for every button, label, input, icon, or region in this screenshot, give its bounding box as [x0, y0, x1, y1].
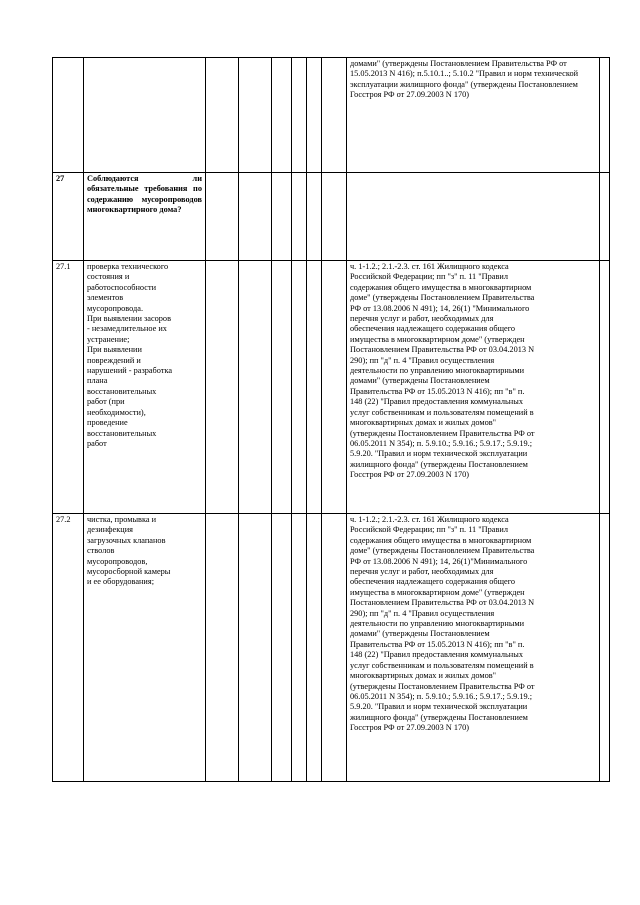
checklist-table: [52, 57, 610, 782]
answer-cell-yes: [206, 58, 239, 173]
question-cell: чистка, промывка и дезинфекция загрузочных клапанов стволов мусоропроводов, мусоросборной камеры и ее оборудования;: [84, 514, 206, 782]
table-row: [53, 514, 610, 782]
row-number: 27.2: [53, 514, 84, 782]
note-cell: [600, 58, 610, 173]
legal-reference-cell: [347, 173, 600, 261]
answer-cell: [307, 261, 322, 514]
answer-cell-yes: [206, 514, 239, 782]
answer-cell-na: [272, 261, 292, 514]
row-number: 27.1: [53, 261, 84, 514]
answer-cell-na: [272, 173, 292, 261]
table-row: [53, 173, 610, 261]
answer-cell-yes: [206, 173, 239, 261]
answer-cell: [307, 58, 322, 173]
legal-reference-cell: ч. 1-1.2.; 2.1.-2.3. ст. 161 Жилищного кодекса Российской Федерации; пп "з" п. 11 "Правил содержания общего имущества в многоквартирном доме" (утверждены Постановлением Правительства РФ от 13.08.2006 N 491); 14, 26(1)"Минимального перечня услуг и работ, необходимых для обеспечения надлежащего содержания общего имущества в многоквартирном доме" (утвержден Постановлением Правительства РФ от 03.04.2013 N 290); пп "д" п. 4 "Правил осуществления деятельности по управлению многоквартирными домами" (утверждены Постановлением Правительства РФ от 15.05.2013 N 416); пп "в" п. 148 (22) "Правил предоставления коммунальных услуг собственникам и пользователям помещений в многоквартирных домах и жилых домов" (утверждены Постановлением Правительства РФ от 06.05.2011 N 354); п. 5.9.10.; 5.9.16.; 5.9.17.; 5.9.19.; 5.9.20. "Правил и норм технической эксплуатации жилищного фонда" (утверждены Постановлением Госстроя РФ от 27.09.2003 N 170): [347, 514, 600, 782]
answer-cell-no: [239, 58, 272, 173]
question-cell: проверка технического состояния и работоспособности элементов мусоропровода. При выявлении засоров - незамедлительное их устранение; При выявлении повреждений и нарушений - разработка плана восстановительных работ (при необходимости), проведение восстановительных работ: [84, 261, 206, 514]
answer-cell: [322, 514, 347, 782]
note-cell: [600, 173, 610, 261]
answer-cell: [307, 514, 322, 782]
answer-cell: [322, 261, 347, 514]
row-number: 27: [53, 173, 84, 261]
row-number: [53, 58, 84, 173]
answer-cell: [292, 514, 307, 782]
question-cell: [84, 58, 206, 173]
answer-cell: [292, 58, 307, 173]
answer-cell-no: [239, 173, 272, 261]
note-cell: [600, 261, 610, 514]
answer-cell: [322, 58, 347, 173]
answer-cell: [307, 173, 322, 261]
answer-cell: [322, 173, 347, 261]
answer-cell-na: [272, 58, 292, 173]
note-cell: [600, 514, 610, 782]
table-row: [53, 58, 610, 173]
legal-reference-cell: домами" (утверждены Постановлением Правительства РФ от 15.05.2013 N 416); п.5.10.1..; 5.10.2 "Правил и норм технической эксплуатации жилищного фонда" (утверждены Постановлением Госстроя РФ от 27.09.2003 N 170): [347, 58, 600, 173]
table-row: [53, 261, 610, 514]
question-cell: Соблюдаются ли обязательные требования по содержанию мусоропроводов многоквартирного дома?: [84, 173, 206, 261]
answer-cell: [292, 173, 307, 261]
answer-cell-no: [239, 514, 272, 782]
answer-cell-na: [272, 514, 292, 782]
answer-cell-no: [239, 261, 272, 514]
answer-cell: [292, 261, 307, 514]
legal-reference-cell: ч. 1-1.2.; 2.1.-2.3. ст. 161 Жилищного кодекса Российской Федерации; пп "з" п. 11 "Правил содержания общего имущества в многоквартирном доме" (утверждены Постановлением Правительства РФ от 13.08.2006 N 491); 14, 26(1) "Минимального перечня услуг и работ, необходимых для обеспечения надлежащего содержания общего имущества в многоквартирном доме" (утвержден Постановлением Правительства РФ от 03.04.2013 N 290); пп "д" п. 4 "Правил осуществления деятельности по управлению многоквартирными домами" (утверждены Постановлением Правительства РФ от 15.05.2013 N 416); пп "в" п. 148 (22) "Правил предоставления коммунальных услуг собственникам и пользователям помещений в многоквартирных домах и жилых домов" (утверждены Постановлением Правительства РФ от 06.05.2011 N 354); п. 5.9.10.; 5.9.16.; 5.9.17.; 5.9.19.; 5.9.20. "Правил и норм технической эксплуатации жилищного фонда" (утверждены Постановлением Госстроя РФ от 27.09.2003 N 170): [347, 261, 600, 514]
answer-cell-yes: [206, 261, 239, 514]
